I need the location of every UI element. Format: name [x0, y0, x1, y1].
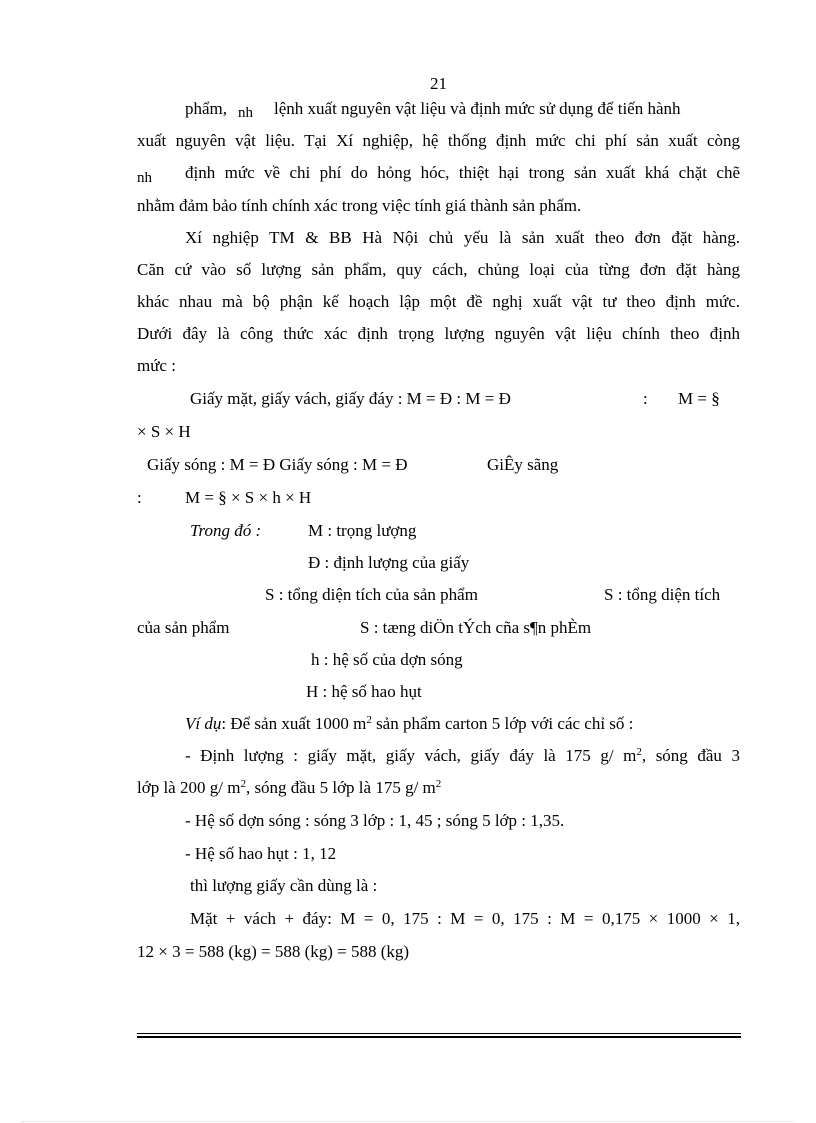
definition-line: của sản phẩm: [137, 618, 230, 637]
example-line: - Hệ số hao hụt : 1, 12: [185, 844, 337, 863]
formula-colon: :: [643, 389, 648, 408]
definition-line: M : trọng lượng: [308, 521, 417, 540]
footer-rule: [137, 1036, 741, 1038]
example-line: Ví dụ: Để sản xuất 1000 $m^2$ sản phẩm carton 5 lớp với các chỉ số :: [185, 714, 634, 733]
footer-rule: [137, 1033, 741, 1034]
example-line: thì lượng giấy cần dùng là :: [190, 876, 378, 895]
page-number: 21: [430, 74, 447, 93]
example-line: lớp là 200 g/ $m^2$, sóng đầu 5 lớp là 175 g/ $m^2$: [137, 778, 442, 797]
formula-colon: :: [137, 488, 142, 507]
definition-line: Đ : định lượng của giấy: [308, 553, 470, 572]
definition-line: h : hệ số của dợn sóng: [311, 650, 463, 669]
text-line: Xí nghiệp TM & BB Hà Nội chủ yếu là sản xuất theo đơn đặt hàng.: [185, 228, 740, 247]
calculation-line: 12 × 3 = 588 (kg) = 588 (kg) = 588 (kg): [137, 942, 410, 961]
definition-line: S : tæng diÖn tÝch cña s¶n phÈm: [360, 618, 592, 637]
formula-line: × S × H: [137, 422, 191, 441]
calculation-line: Mặt + vách + đáy: M = 0, 175 : M = 0, 175 : M = 0,175 × 1000 × 1,: [190, 909, 740, 928]
text-fragment: nh: [137, 170, 152, 186]
definition-line: S : tổng diện tích của sản phẩm: [265, 585, 478, 604]
text-fragment: nh: [238, 105, 253, 121]
text-line: nhằm đảm bảo tính chính xác trong việc tính giá thành sản phẩm.: [137, 196, 582, 215]
formula-line: Giấy mặt, giấy vách, giấy đáy : M = Đ : M = Đ: [190, 389, 511, 408]
text-line: định mức về chi phí do hỏng hóc, thiệt hại trong sản xuất khá chặt chẽ: [185, 163, 740, 182]
formula-line: M = § × S × h × H: [185, 488, 312, 507]
formula-line: Giấy sóng : M = Đ Giấy sóng : M = Đ: [147, 455, 408, 474]
text-line: mức :: [137, 356, 176, 375]
text-line: lệnh xuất nguyên vật liệu và định mức sử dụng để tiến hành: [274, 99, 681, 118]
text-line: Dưới đây là công thức xác định trọng lượng nguyên vật liệu chính theo định: [137, 324, 740, 343]
label-example: Ví dụ: [185, 714, 222, 733]
page-edge-dots: [22, 1121, 794, 1122]
text-line: phẩm,: [185, 99, 228, 118]
label-where: Trong đó :: [190, 521, 262, 540]
text-line: Căn cứ vào số lượng sản phẩm, quy cách, chủng loại của từng đơn đặt hàng: [137, 260, 740, 279]
example-line: - Hệ số dợn sóng : sóng 3 lớp : 1, 45 ; sóng 5 lớp : 1,35.: [185, 811, 565, 830]
definition-line: S : tổng diện tích: [604, 585, 721, 604]
definition-line: H : hệ số hao hụt: [306, 682, 422, 701]
text-line: xuất nguyên vật liệu. Tại Xí nghiệp, hệ thống định mức chi phí sản xuất còng: [137, 131, 740, 150]
formula-line: GiÊy sãng: [487, 455, 559, 474]
example-line: - Định lượng : giấy mặt, giấy vách, giấy đáy là 175 g/ $m^2$, sóng đầu 3: [185, 746, 740, 765]
formula-line: M = §: [678, 389, 720, 408]
text-line: khác nhau mà bộ phận kế hoạch lập một đề nghị xuất vật tư theo định mức.: [137, 292, 740, 311]
